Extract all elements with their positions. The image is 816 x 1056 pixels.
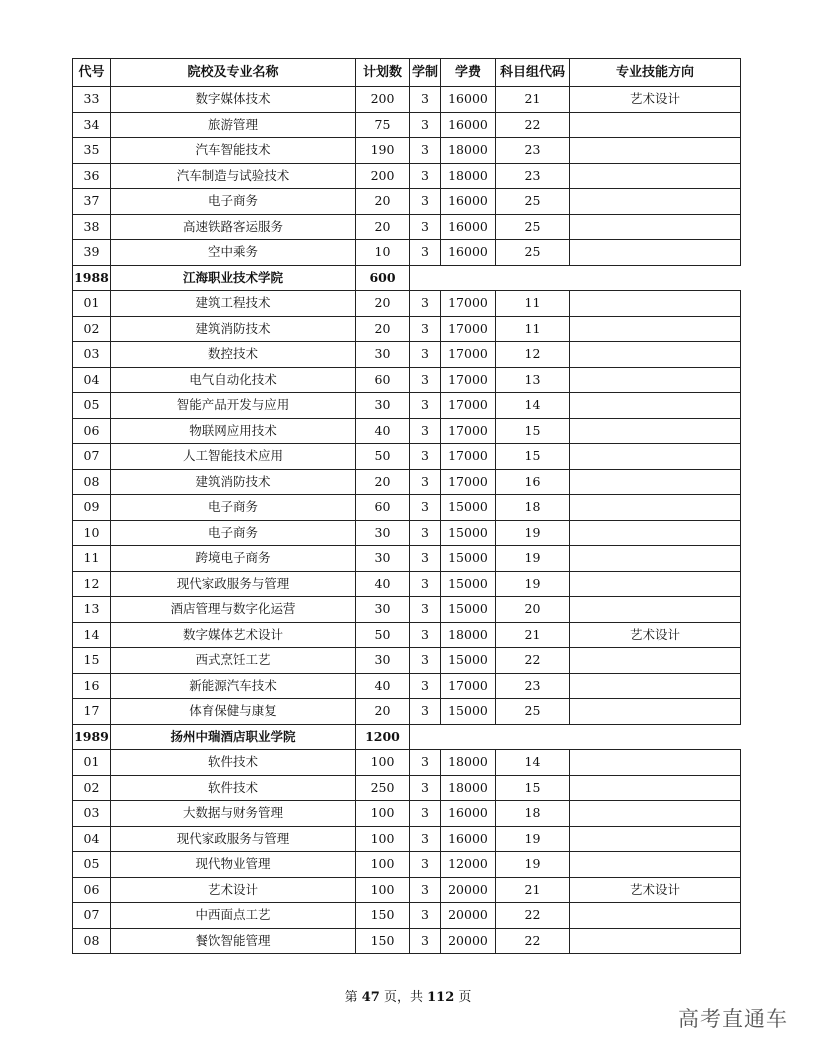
major-row xyxy=(73,648,741,674)
major-fee: 16000 xyxy=(441,87,496,113)
major-row xyxy=(73,546,741,572)
major-plan: 250 xyxy=(356,775,410,801)
major-subject-group: 19 xyxy=(496,520,570,546)
major-fee: 15000 xyxy=(441,520,496,546)
major-row xyxy=(73,189,741,215)
major-row xyxy=(73,163,741,189)
major-skill-direction xyxy=(570,316,741,342)
major-plan: 20 xyxy=(356,214,410,240)
major-subject-group: 23 xyxy=(496,673,570,699)
major-row xyxy=(73,240,741,266)
major-row xyxy=(73,469,741,495)
major-fee: 15000 xyxy=(441,597,496,623)
major-code: 06 xyxy=(73,418,111,444)
major-plan: 100 xyxy=(356,826,410,852)
major-plan: 20 xyxy=(356,316,410,342)
major-years: 3 xyxy=(410,903,441,929)
major-plan: 30 xyxy=(356,520,410,546)
major-name: 跨境电子商务 xyxy=(111,546,356,572)
major-row xyxy=(73,495,741,521)
major-subject-group: 25 xyxy=(496,214,570,240)
major-row xyxy=(73,138,741,164)
major-plan: 40 xyxy=(356,673,410,699)
footer-middle: 页，共 xyxy=(379,990,428,1005)
major-row xyxy=(73,87,741,113)
school-code: 1989 xyxy=(73,724,111,750)
major-years: 3 xyxy=(410,520,441,546)
major-skill-direction xyxy=(570,750,741,776)
major-code: 05 xyxy=(73,852,111,878)
major-fee: 17000 xyxy=(441,291,496,317)
major-name: 软件技术 xyxy=(111,775,356,801)
major-subject-group: 13 xyxy=(496,367,570,393)
major-subject-group: 15 xyxy=(496,444,570,470)
major-name: 电子商务 xyxy=(111,189,356,215)
major-subject-group: 22 xyxy=(496,928,570,954)
major-skill-direction xyxy=(570,673,741,699)
major-name: 电子商务 xyxy=(111,495,356,521)
major-name: 建筑工程技术 xyxy=(111,291,356,317)
major-row xyxy=(73,367,741,393)
school-row xyxy=(73,724,741,750)
major-plan: 20 xyxy=(356,469,410,495)
major-years: 3 xyxy=(410,699,441,725)
major-row xyxy=(73,903,741,929)
major-fee: 20000 xyxy=(441,928,496,954)
major-fee: 18000 xyxy=(441,163,496,189)
table-body xyxy=(73,87,741,954)
major-name: 高速铁路客运服务 xyxy=(111,214,356,240)
header-code: 代号 xyxy=(73,59,111,87)
major-plan: 100 xyxy=(356,852,410,878)
major-code: 01 xyxy=(73,291,111,317)
major-years: 3 xyxy=(410,495,441,521)
major-subject-group: 14 xyxy=(496,393,570,419)
enrollment-table xyxy=(72,58,741,954)
major-code: 04 xyxy=(73,826,111,852)
major-code: 07 xyxy=(73,444,111,470)
major-skill-direction xyxy=(570,852,741,878)
major-row xyxy=(73,877,741,903)
major-skill-direction xyxy=(570,648,741,674)
major-subject-group: 18 xyxy=(496,801,570,827)
major-fee: 15000 xyxy=(441,495,496,521)
major-skill-direction xyxy=(570,775,741,801)
major-fee: 17000 xyxy=(441,418,496,444)
major-plan: 30 xyxy=(356,648,410,674)
major-years: 3 xyxy=(410,291,441,317)
major-name: 软件技术 xyxy=(111,750,356,776)
major-years: 3 xyxy=(410,393,441,419)
school-code: 1988 xyxy=(73,265,111,291)
major-subject-group: 15 xyxy=(496,418,570,444)
major-fee: 20000 xyxy=(441,903,496,929)
school-name: 扬州中瑞酒店职业学院 xyxy=(111,724,356,750)
major-code: 34 xyxy=(73,112,111,138)
header-name: 院校及专业名称 xyxy=(111,59,356,87)
major-subject-group: 23 xyxy=(496,138,570,164)
major-fee: 18000 xyxy=(441,138,496,164)
major-subject-group: 21 xyxy=(496,877,570,903)
major-years: 3 xyxy=(410,648,441,674)
major-name: 人工智能技术应用 xyxy=(111,444,356,470)
major-subject-group: 21 xyxy=(496,622,570,648)
major-years: 3 xyxy=(410,240,441,266)
major-code: 38 xyxy=(73,214,111,240)
major-skill-direction xyxy=(570,801,741,827)
major-plan: 10 xyxy=(356,240,410,266)
major-name: 空中乘务 xyxy=(111,240,356,266)
major-name: 现代物业管理 xyxy=(111,852,356,878)
major-plan: 100 xyxy=(356,877,410,903)
major-plan: 20 xyxy=(356,189,410,215)
major-subject-group: 25 xyxy=(496,240,570,266)
major-name: 电子商务 xyxy=(111,520,356,546)
major-skill-direction xyxy=(570,240,741,266)
major-skill-direction xyxy=(570,597,741,623)
major-years: 3 xyxy=(410,852,441,878)
major-skill-direction xyxy=(570,214,741,240)
major-subject-group: 19 xyxy=(496,571,570,597)
major-fee: 18000 xyxy=(441,622,496,648)
header-plan: 计划数 xyxy=(356,59,410,87)
major-plan: 60 xyxy=(356,367,410,393)
major-code: 09 xyxy=(73,495,111,521)
school-plan-total: 1200 xyxy=(356,724,410,750)
major-skill-direction xyxy=(570,444,741,470)
major-years: 3 xyxy=(410,87,441,113)
major-name: 数控技术 xyxy=(111,342,356,368)
major-code: 37 xyxy=(73,189,111,215)
major-code: 02 xyxy=(73,775,111,801)
major-name: 体育保健与康复 xyxy=(111,699,356,725)
major-fee: 16000 xyxy=(441,801,496,827)
major-subject-group: 19 xyxy=(496,852,570,878)
major-skill-direction: 艺术设计 xyxy=(570,877,741,903)
major-fee: 17000 xyxy=(441,444,496,470)
major-fee: 16000 xyxy=(441,826,496,852)
major-skill-direction xyxy=(570,699,741,725)
header-skill: 专业技能方向 xyxy=(570,59,741,87)
major-subject-group: 23 xyxy=(496,163,570,189)
major-subject-group: 18 xyxy=(496,495,570,521)
major-plan: 60 xyxy=(356,495,410,521)
major-code: 16 xyxy=(73,673,111,699)
footer-total-pages: 112 xyxy=(427,990,455,1005)
major-subject-group: 21 xyxy=(496,87,570,113)
major-skill-direction: 艺术设计 xyxy=(570,622,741,648)
header-group: 科目组代码 xyxy=(496,59,570,87)
major-code: 39 xyxy=(73,240,111,266)
major-years: 3 xyxy=(410,775,441,801)
major-code: 07 xyxy=(73,903,111,929)
major-code: 12 xyxy=(73,571,111,597)
major-name: 中西面点工艺 xyxy=(111,903,356,929)
major-fee: 15000 xyxy=(441,648,496,674)
major-plan: 30 xyxy=(356,393,410,419)
school-name: 江海职业技术学院 xyxy=(111,265,356,291)
major-skill-direction xyxy=(570,826,741,852)
footer-suffix: 页 xyxy=(454,990,472,1005)
major-fee: 16000 xyxy=(441,240,496,266)
major-fee: 15000 xyxy=(441,699,496,725)
major-name: 物联网应用技术 xyxy=(111,418,356,444)
major-row xyxy=(73,673,741,699)
major-code: 13 xyxy=(73,597,111,623)
major-subject-group: 20 xyxy=(496,597,570,623)
major-row xyxy=(73,597,741,623)
major-years: 3 xyxy=(410,214,441,240)
major-code: 08 xyxy=(73,928,111,954)
major-years: 3 xyxy=(410,571,441,597)
major-plan: 30 xyxy=(356,597,410,623)
major-code: 36 xyxy=(73,163,111,189)
major-fee: 17000 xyxy=(441,316,496,342)
major-plan: 40 xyxy=(356,418,410,444)
major-subject-group: 11 xyxy=(496,291,570,317)
major-name: 餐饮智能管理 xyxy=(111,928,356,954)
major-row xyxy=(73,928,741,954)
major-name: 建筑消防技术 xyxy=(111,469,356,495)
major-row xyxy=(73,775,741,801)
major-years: 3 xyxy=(410,163,441,189)
major-row xyxy=(73,342,741,368)
major-name: 汽车制造与试验技术 xyxy=(111,163,356,189)
major-skill-direction xyxy=(570,928,741,954)
major-name: 大数据与财务管理 xyxy=(111,801,356,827)
major-row xyxy=(73,291,741,317)
major-row xyxy=(73,214,741,240)
major-code: 02 xyxy=(73,316,111,342)
major-skill-direction: 艺术设计 xyxy=(570,87,741,113)
header-years: 学制 xyxy=(410,59,441,87)
major-row xyxy=(73,852,741,878)
major-fee: 16000 xyxy=(441,189,496,215)
major-plan: 200 xyxy=(356,87,410,113)
major-skill-direction xyxy=(570,495,741,521)
major-name: 数字媒体艺术设计 xyxy=(111,622,356,648)
major-years: 3 xyxy=(410,444,441,470)
major-skill-direction xyxy=(570,520,741,546)
major-years: 3 xyxy=(410,877,441,903)
major-skill-direction xyxy=(570,138,741,164)
major-skill-direction xyxy=(570,342,741,368)
table-header-row xyxy=(73,59,741,87)
major-fee: 17000 xyxy=(441,367,496,393)
major-name: 智能产品开发与应用 xyxy=(111,393,356,419)
major-code: 33 xyxy=(73,87,111,113)
major-years: 3 xyxy=(410,367,441,393)
major-name: 旅游管理 xyxy=(111,112,356,138)
major-years: 3 xyxy=(410,138,441,164)
major-skill-direction xyxy=(570,112,741,138)
major-row xyxy=(73,801,741,827)
school-plan-total: 600 xyxy=(356,265,410,291)
major-plan: 100 xyxy=(356,801,410,827)
major-plan: 20 xyxy=(356,699,410,725)
major-skill-direction xyxy=(570,903,741,929)
school-row xyxy=(73,265,741,291)
major-years: 3 xyxy=(410,928,441,954)
major-code: 05 xyxy=(73,393,111,419)
major-years: 3 xyxy=(410,801,441,827)
major-code: 14 xyxy=(73,622,111,648)
footer-page-number: 47 xyxy=(361,990,380,1005)
major-plan: 150 xyxy=(356,903,410,929)
school-row-blank xyxy=(410,724,741,750)
major-skill-direction xyxy=(570,291,741,317)
major-fee: 15000 xyxy=(441,571,496,597)
footer-prefix: 第 xyxy=(344,990,362,1005)
major-code: 08 xyxy=(73,469,111,495)
major-name: 艺术设计 xyxy=(111,877,356,903)
major-code: 03 xyxy=(73,801,111,827)
major-code: 01 xyxy=(73,750,111,776)
major-name: 汽车智能技术 xyxy=(111,138,356,164)
major-row xyxy=(73,444,741,470)
major-code: 04 xyxy=(73,367,111,393)
major-fee: 17000 xyxy=(441,342,496,368)
major-years: 3 xyxy=(410,342,441,368)
major-years: 3 xyxy=(410,622,441,648)
major-name: 电气自动化技术 xyxy=(111,367,356,393)
major-fee: 18000 xyxy=(441,750,496,776)
major-fee: 16000 xyxy=(441,214,496,240)
major-row xyxy=(73,393,741,419)
major-name: 现代家政服务与管理 xyxy=(111,826,356,852)
major-row xyxy=(73,699,741,725)
major-skill-direction xyxy=(570,189,741,215)
major-years: 3 xyxy=(410,469,441,495)
major-plan: 150 xyxy=(356,928,410,954)
major-years: 3 xyxy=(410,546,441,572)
major-subject-group: 19 xyxy=(496,826,570,852)
major-fee: 16000 xyxy=(441,112,496,138)
school-row-blank xyxy=(410,265,741,291)
major-plan: 50 xyxy=(356,622,410,648)
major-code: 11 xyxy=(73,546,111,572)
major-row xyxy=(73,520,741,546)
major-fee: 17000 xyxy=(441,673,496,699)
major-subject-group: 22 xyxy=(496,112,570,138)
major-name: 现代家政服务与管理 xyxy=(111,571,356,597)
major-fee: 20000 xyxy=(441,877,496,903)
major-code: 17 xyxy=(73,699,111,725)
major-row xyxy=(73,826,741,852)
major-row xyxy=(73,571,741,597)
major-skill-direction xyxy=(570,163,741,189)
major-plan: 200 xyxy=(356,163,410,189)
major-fee: 18000 xyxy=(441,775,496,801)
major-plan: 100 xyxy=(356,750,410,776)
major-years: 3 xyxy=(410,750,441,776)
major-row xyxy=(73,316,741,342)
major-plan: 50 xyxy=(356,444,410,470)
watermark: 高考直通车 xyxy=(678,1007,788,1031)
major-name: 西式烹饪工艺 xyxy=(111,648,356,674)
major-fee: 17000 xyxy=(441,393,496,419)
major-subject-group: 22 xyxy=(496,903,570,929)
major-plan: 30 xyxy=(356,342,410,368)
major-row xyxy=(73,418,741,444)
header-fee: 学费 xyxy=(441,59,496,87)
major-plan: 190 xyxy=(356,138,410,164)
major-code: 15 xyxy=(73,648,111,674)
major-subject-group: 15 xyxy=(496,775,570,801)
major-plan: 20 xyxy=(356,291,410,317)
major-plan: 40 xyxy=(356,571,410,597)
major-years: 3 xyxy=(410,112,441,138)
major-name: 新能源汽车技术 xyxy=(111,673,356,699)
major-subject-group: 25 xyxy=(496,189,570,215)
major-code: 06 xyxy=(73,877,111,903)
major-plan: 75 xyxy=(356,112,410,138)
major-skill-direction xyxy=(570,418,741,444)
major-subject-group: 14 xyxy=(496,750,570,776)
major-row xyxy=(73,622,741,648)
major-skill-direction xyxy=(570,571,741,597)
major-row xyxy=(73,112,741,138)
major-years: 3 xyxy=(410,826,441,852)
major-years: 3 xyxy=(410,189,441,215)
major-skill-direction xyxy=(570,546,741,572)
major-years: 3 xyxy=(410,418,441,444)
major-skill-direction xyxy=(570,367,741,393)
major-fee: 15000 xyxy=(441,546,496,572)
major-subject-group: 11 xyxy=(496,316,570,342)
major-subject-group: 25 xyxy=(496,699,570,725)
major-plan: 30 xyxy=(356,546,410,572)
major-fee: 12000 xyxy=(441,852,496,878)
major-code: 35 xyxy=(73,138,111,164)
major-name: 建筑消防技术 xyxy=(111,316,356,342)
major-subject-group: 22 xyxy=(496,648,570,674)
major-skill-direction xyxy=(570,469,741,495)
major-years: 3 xyxy=(410,673,441,699)
major-fee: 17000 xyxy=(441,469,496,495)
major-subject-group: 19 xyxy=(496,546,570,572)
major-years: 3 xyxy=(410,597,441,623)
major-subject-group: 12 xyxy=(496,342,570,368)
major-code: 10 xyxy=(73,520,111,546)
major-code: 03 xyxy=(73,342,111,368)
major-row xyxy=(73,750,741,776)
major-subject-group: 16 xyxy=(496,469,570,495)
major-years: 3 xyxy=(410,316,441,342)
major-name: 酒店管理与数字化运营 xyxy=(111,597,356,623)
major-skill-direction xyxy=(570,393,741,419)
major-name: 数字媒体技术 xyxy=(111,87,356,113)
